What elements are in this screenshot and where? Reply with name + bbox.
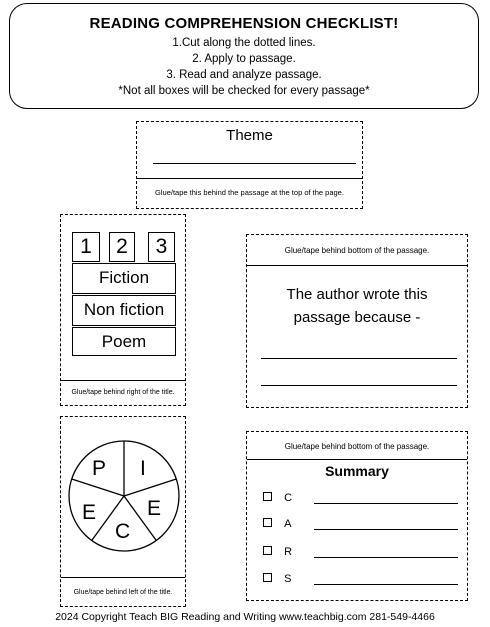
piece-letter-i: I	[140, 457, 146, 480]
copyright-footer: 2024 Copyright Teach BIG Reading and Writing www.teachbig.com 281-549-4466	[55, 611, 435, 623]
author-purpose-card	[246, 234, 468, 408]
instruction-line: *Not all boxes will be checked for every passage*	[118, 85, 370, 97]
instruction-line: 2. Apply to passage.	[192, 53, 296, 65]
summary-letter: A	[284, 518, 292, 530]
page-title: READING COMPREHENSION CHECKLIST!	[89, 15, 399, 32]
glue-instruction: Glue/tape behind right of the title.	[71, 389, 175, 396]
genre-non-fiction: Non fiction	[72, 295, 176, 326]
piece-letter-p: P	[92, 457, 107, 480]
summary-title: Summary	[325, 463, 389, 479]
summary-row	[263, 518, 291, 530]
answer-line	[314, 529, 458, 530]
genre-fiction: Fiction	[72, 263, 176, 294]
number-box-3: 3	[148, 232, 175, 262]
summary-letter: S	[284, 573, 292, 585]
answer-line	[314, 557, 458, 558]
summary-card	[246, 431, 468, 601]
genre-poem: Poem	[72, 327, 176, 356]
checkbox-icon	[263, 573, 272, 582]
answer-line	[153, 163, 356, 164]
answer-line	[314, 584, 458, 585]
summary-row	[263, 573, 291, 585]
genre-card	[60, 214, 186, 406]
theme-title: Theme	[226, 127, 273, 144]
divider	[61, 380, 185, 381]
glue-instruction: Glue/tape behind left of the title.	[73, 589, 173, 596]
summary-letter: C	[284, 492, 293, 504]
number-box-1: 1	[72, 232, 100, 262]
summary-row	[263, 492, 292, 504]
divider	[137, 178, 362, 179]
divider	[247, 265, 467, 266]
instruction-line: 1.Cut along the dotted lines.	[172, 37, 316, 49]
checkbox-icon	[263, 518, 272, 527]
instruction-line: 3. Read and analyze passage.	[166, 69, 322, 81]
divider	[61, 577, 185, 578]
instructions-box	[9, 3, 479, 109]
glue-instruction: Glue/tape this behind the passage at the top of the page.	[155, 188, 344, 197]
glue-instruction: Glue/tape behind bottom of the passage.	[284, 246, 430, 255]
checkbox-icon	[263, 492, 272, 501]
author-prompt-line-1: The author wrote this	[286, 286, 428, 303]
piece-card	[60, 416, 186, 607]
glue-instruction: Glue/tape behind bottom of the passage.	[284, 442, 430, 451]
divider	[247, 459, 467, 460]
checkbox-icon	[263, 546, 272, 555]
piece-letter-e-right: E	[147, 497, 162, 520]
piece-letter-e-left: E	[82, 501, 97, 524]
answer-line	[314, 503, 458, 504]
answer-line	[261, 385, 457, 386]
summary-letter: R	[284, 546, 293, 558]
number-box-2: 2	[109, 232, 135, 262]
theme-card	[136, 121, 363, 209]
piece-letter-c: C	[115, 520, 131, 543]
author-prompt-line-2: passage because -	[293, 309, 421, 326]
summary-row	[263, 546, 292, 558]
answer-line	[261, 358, 457, 359]
